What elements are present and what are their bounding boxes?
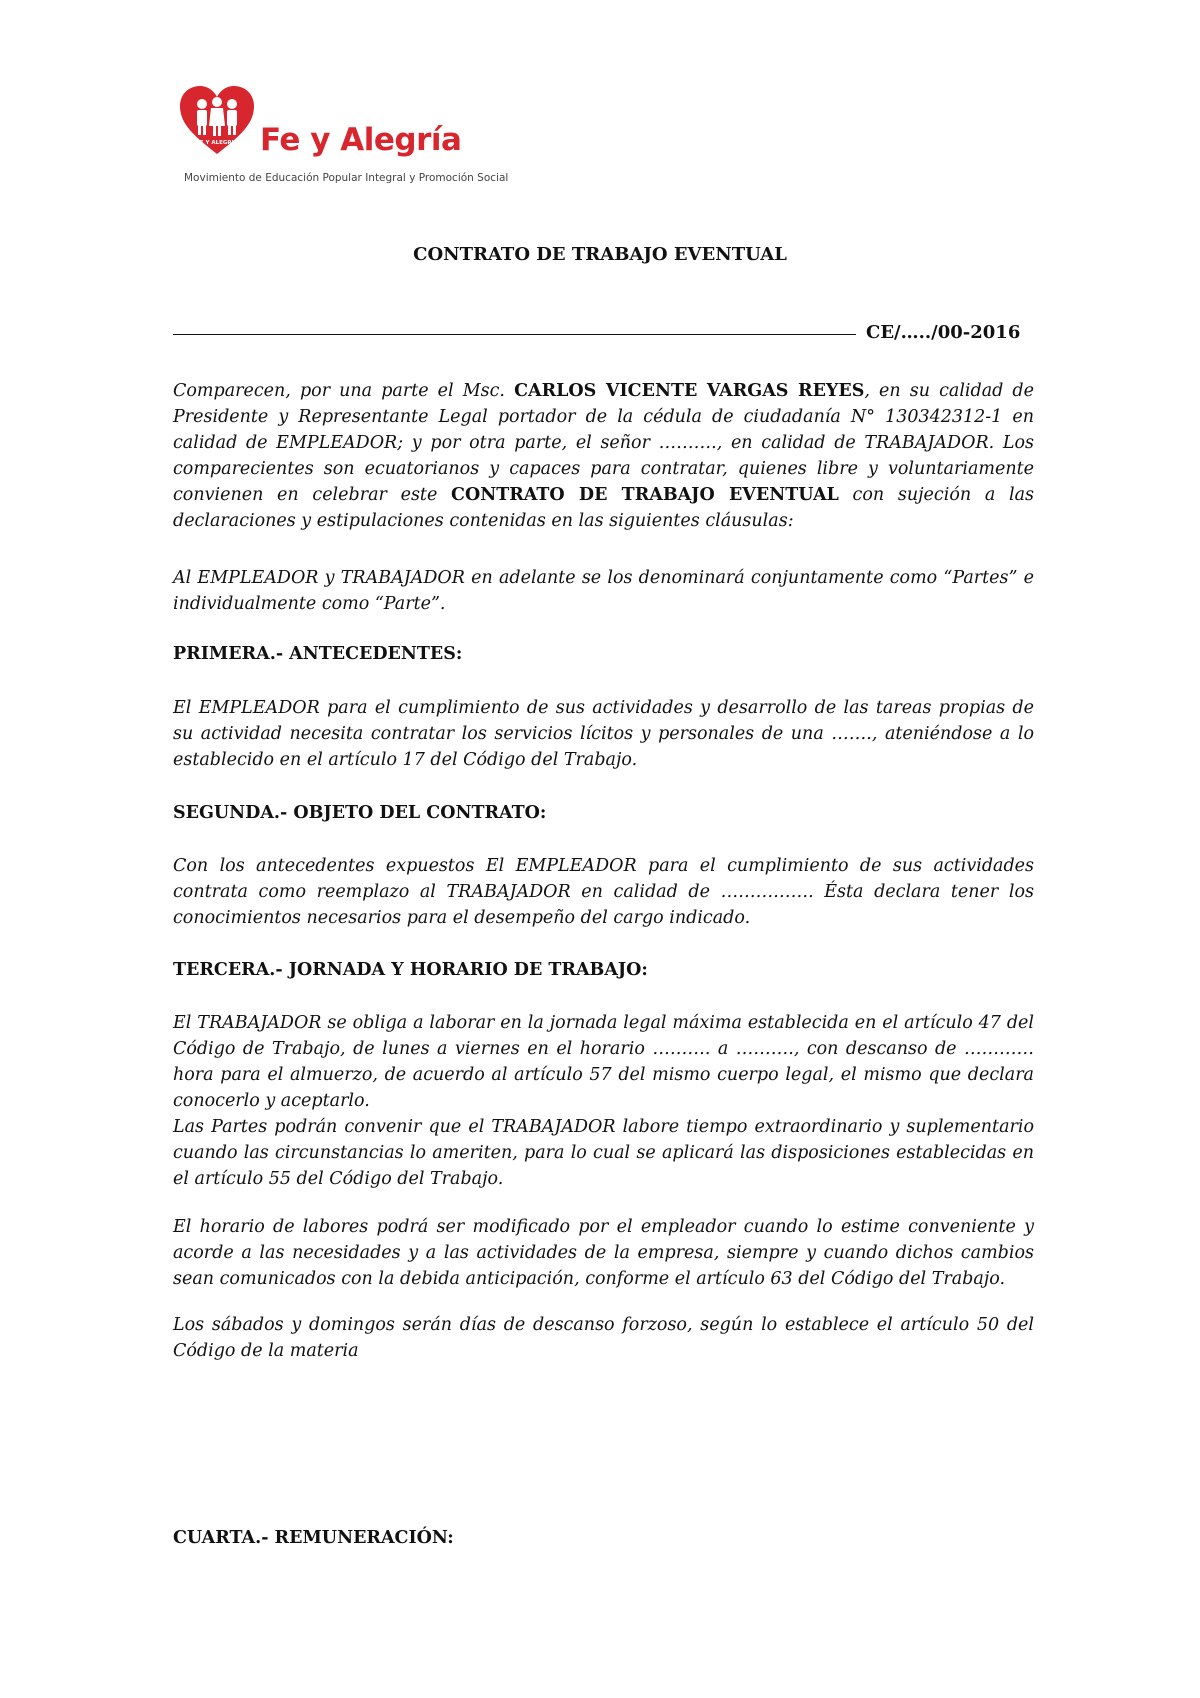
fe-y-alegria-logo <box>178 84 509 192</box>
clause-tercera-paragraph-3: El horario de labores podrá ser modificado por el empleador cuando lo estime conveniente y acorde a las necesidades y a las actividades de la empresa, siempre y cuando dichos cambios sean comunicados con la debida anticipación, conforme el artículo 63 del Código del Trabajo. <box>173 1217 1034 1289</box>
heart-children-icon <box>178 84 256 156</box>
clause-segunda-paragraph: Con los antecedentes expuestos El EMPLEADOR para el cumplimiento de sus actividades contrata como reemplazo al TRABAJADOR en calidad de ……………. Ésta declara tener los conocimientos necesarios para el desempeño del cargo indicado. <box>173 856 1034 928</box>
employer-name: CARLOS VICENTE VARGAS REYES <box>514 381 865 401</box>
clause-heading-primera: PRIMERA.- ANTECEDENTES: <box>173 644 463 664</box>
clause-tercera-paragraph-1: El TRABAJADOR se obliga a laborar en la jornada legal máxima establecida en el artículo 47 del Código de Trabajo, de lunes a viernes en el horario ………. a ………., con descanso de ………… hora para el almuerzo, de acuerdo al artículo 57 del mismo cuerpo legal, el mismo que declara conocerlo y aceptarlo. <box>173 1013 1034 1111</box>
contract-code: CE/…../00-2016 <box>866 322 1021 343</box>
signature-line <box>173 334 856 335</box>
logo-name: Fe y Alegría <box>260 122 462 158</box>
clause-primera-paragraph: El EMPLEADOR para el cumplimiento de sus actividades y desarrollo de las tareas propias de su actividad necesita contratar los servicios lícitos y personales de una ……., ateniéndose a lo establecido en el artículo 17 del Código del Trabajo. <box>173 698 1034 770</box>
parties-paragraph: Al EMPLEADOR y TRABAJADOR en adelante se los denominará conjuntamente como “Partes” e individualmente como “Parte”. <box>173 568 1034 614</box>
intro-paragraph: Comparecen, por una parte el Msc. CARLOS VICENTE VARGAS REYES, en su calidad de Presidente y Representante Legal portador de la cédula de ciudadanía N° 130342312-1 en calidad de EMPLEADOR; y por otra parte, el señor ………., en calidad de TRABAJADOR. Los comparecientes son ecuatorianos y capaces para contratar, quienes libre y voluntariamente convienen en celebrar este CONTRATO DE TRABAJO EVENTUAL con sujeción a las declaraciones y estipulaciones contenidas en las siguientes cláusulas: <box>173 381 1034 531</box>
logo-tagline: Movimiento de Educación Popular Integral y Promoción Social <box>184 172 509 184</box>
svg-text:FE Y ALEGRIA: FE Y ALEGRIA <box>196 140 238 146</box>
clause-heading-segunda: SEGUNDA.- OBJETO DEL CONTRATO: <box>173 803 547 823</box>
contract-name: CONTRATO DE TRABAJO EVENTUAL <box>451 485 839 505</box>
clause-heading-tercera: TERCERA.- JORNADA Y HORARIO DE TRABAJO: <box>173 960 648 980</box>
clause-heading-cuarta: CUARTA.- REMUNERACIÓN: <box>173 1528 454 1548</box>
clause-tercera-paragraph-2: Las Partes podrán convenir que el TRABAJADOR labore tiempo extraordinario y suplementario cuando las circunstancias lo ameriten, para lo cual se aplicará las disposiciones establecidas en el artículo 55 del Código del Trabajo. <box>173 1117 1034 1189</box>
document-title: CONTRATO DE TRABAJO EVENTUAL <box>413 244 787 265</box>
clause-tercera-paragraph-4: Los sábados y domingos serán días de descanso forzoso, según lo establece el artículo 50 del Código de la materia <box>173 1315 1034 1361</box>
